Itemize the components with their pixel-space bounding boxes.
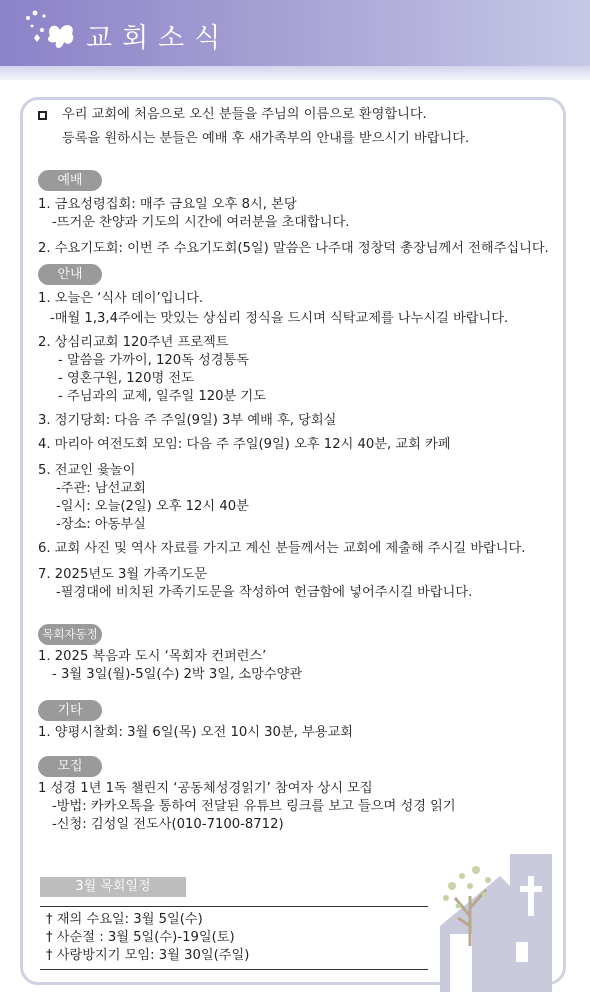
church-with-tree-icon	[430, 846, 580, 992]
notice-line-5: - 영혼구원, 120명 전도	[58, 371, 194, 386]
notice-line-3: 2. 상심리교회 120주년 프로젝트	[38, 335, 229, 350]
section-badge-etc: 기타	[38, 700, 102, 721]
intro-line-1: 우리 교회에 처음으로 오신 분들을 주님의 이름으로 환영합니다.	[62, 107, 427, 122]
butterfly-stars-icon	[20, 8, 82, 56]
schedule-divider-bottom	[40, 969, 428, 970]
notice-line-14: 7. 2025년도 3월 가족기도문	[38, 567, 208, 582]
notice-line-12: -장소: 아동부실	[56, 517, 146, 532]
pastor-line-2: - 3월 3일(월)-5일(수) 2박 3일, 소망수양관	[52, 667, 303, 682]
section-badge-worship: 예배	[38, 170, 102, 191]
checkbox-bullet-icon	[38, 111, 47, 120]
schedule-item-1: † 재의 수요일: 3월 5일(수)	[46, 912, 203, 927]
notice-line-10: -주관: 남선교회	[56, 481, 146, 496]
notice-line-1: 1. 오늘은 ‘식사 데이’입니다.	[38, 291, 204, 306]
section-badge-recruit: 모집	[38, 756, 102, 777]
schedule-item-2: † 사순절 : 3월 5일(수)-19일(토)	[46, 930, 235, 945]
worship-line-3: 2. 수요기도회: 이번 주 수요기도회(5일) 말씀은 나주대 정창덕 총장님께서 전해주십니다.	[38, 241, 549, 256]
notice-line-2: -매월 1,3,4주에는 맛있는 상심리 정식을 드시며 식탁교제를 나누시길 바랍니다.	[50, 311, 509, 326]
notice-line-15: -필경대에 비치된 가족기도문을 작성하여 헌금함에 넣어주시길 바랍니다.	[56, 585, 473, 600]
recruit-line-2: -방법: 카카오톡을 통하여 전달된 유튜브 링크를 보고 들으며 성경 읽기	[52, 799, 456, 814]
section-badge-notice: 안내	[38, 264, 102, 285]
pastor-line-1: 1. 2025 복음과 도시 ‘목회자 컨퍼런스’	[38, 649, 267, 664]
schedule-item-3: † 사랑방지기 모임: 3월 30일(주일)	[46, 948, 250, 963]
notice-line-7: 3. 정기당회: 다음 주 주일(9일) 3부 예배 후, 당회실	[38, 413, 337, 428]
section-badge-pastor: 목회자동정	[38, 624, 102, 645]
intro-line-2: 등록을 원하시는 분들은 예배 후 새가족부의 안내를 받으시기 바랍니다.	[62, 131, 470, 146]
page-title: 교회소식	[86, 23, 231, 54]
schedule-title: 3월 목회일정	[40, 877, 186, 897]
schedule-divider-top	[40, 906, 428, 907]
notice-line-8: 4. 마리아 여전도회 모임: 다음 주 주일(9일) 오후 12시 40분, 교회 카페	[38, 437, 451, 452]
notice-line-13: 6. 교회 사진 및 역사 자료를 가지고 계신 분들께서는 교회에 제출해 주시길 바랍니다.	[38, 541, 526, 556]
etc-line-1: 1. 양평시찰회: 3월 6일(목) 오전 10시 30분, 부용교회	[38, 725, 354, 740]
recruit-line-3: -신청: 김성일 전도사(010-7100-8712)	[52, 817, 284, 832]
notice-line-4: - 말씀을 가까이, 120독 성경통독	[58, 353, 250, 368]
notice-line-6: - 주님과의 교제, 일주일 120분 기도	[58, 389, 266, 404]
worship-line-2: -뜨거운 찬양과 기도의 시간에 여러분을 초대합니다.	[52, 215, 350, 230]
notice-line-11: -일시: 오늘(2일) 오후 12시 40분	[56, 499, 249, 514]
worship-line-1: 1. 금요성령집회: 매주 금요일 오후 8시, 본당	[38, 197, 297, 212]
notice-line-9: 5. 전교인 윷놀이	[38, 463, 136, 478]
recruit-line-1: 1 성경 1년 1독 챌린지 ‘공동체성경읽기’ 참여자 상시 모집	[38, 781, 373, 796]
header-band	[0, 66, 590, 80]
